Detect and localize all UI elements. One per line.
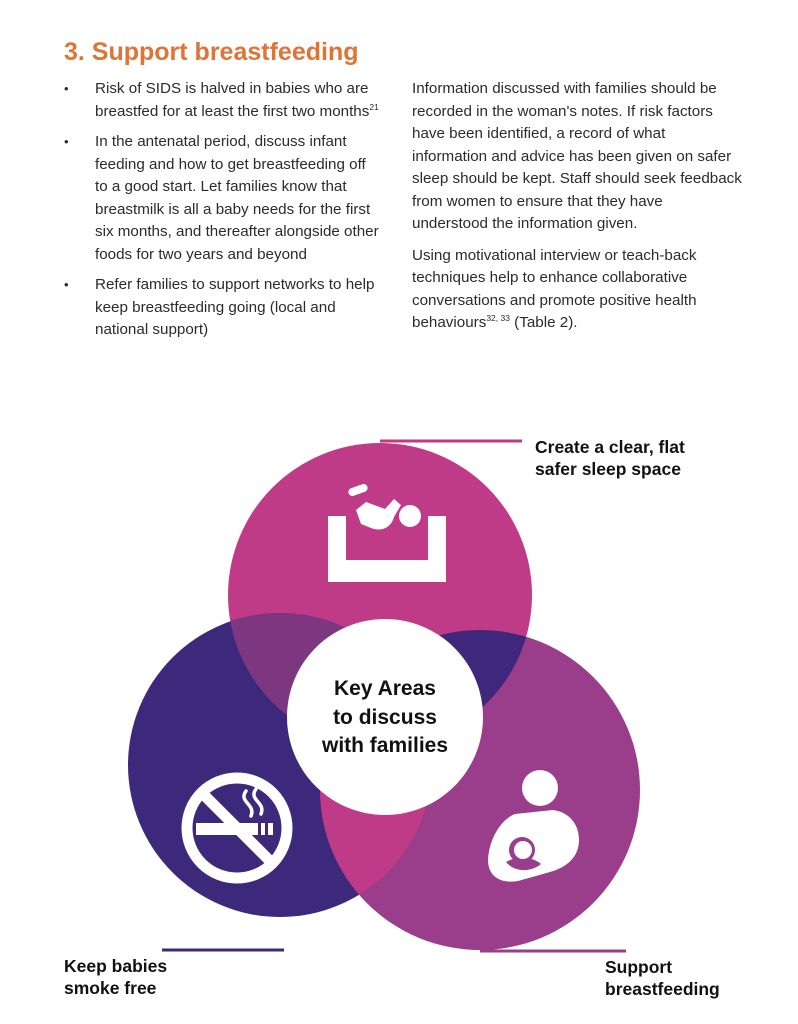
section-heading: 3. Support breastfeeding bbox=[64, 38, 359, 66]
label-line: Create a clear, flat bbox=[535, 437, 685, 457]
left-column bbox=[64, 78, 379, 350]
citation: 32, 33 bbox=[486, 312, 510, 323]
bullet-text: In the antenatal period, discuss infant feeding and how to get breastfeeding off to a good start. Let families know that breastmilk is all a baby needs for the first six months, and thereafter alongside other foods for two years and beyond bbox=[95, 133, 379, 263]
label-line: smoke free bbox=[64, 978, 157, 998]
paragraph bbox=[412, 245, 742, 335]
center-line: with families bbox=[321, 734, 449, 757]
bullet-text: Refer families to support networks to help keep breastfeeding going (local and national support) bbox=[95, 276, 375, 338]
key-areas-diagram bbox=[0, 410, 798, 1024]
bullet-list bbox=[64, 78, 379, 342]
label-line: Support bbox=[605, 957, 673, 977]
label-smoke-free bbox=[64, 955, 264, 999]
paragraph: Information discussed with families should be recorded in the woman's notes. If risk factors have been identified, a record of what information and advice has been given on safer sleep should be kept. Staff should seek feedback from women to ensure that they have understood the information given. bbox=[412, 80, 742, 232]
label-sleep-space bbox=[535, 436, 775, 480]
label-line: safer sleep space bbox=[535, 459, 681, 479]
bullet-item bbox=[64, 78, 379, 123]
label-breastfeeding bbox=[605, 956, 765, 1000]
center-line: to discuss bbox=[333, 705, 437, 729]
diagram-center-label bbox=[285, 675, 485, 761]
paragraph-text: Using motivational interview or teach-back techniques help to enhance collaborative conversations and promote positive health behaviours bbox=[412, 246, 697, 331]
bullet-text: Risk of SIDS is halved in babies who are breastfed for at least the first two months bbox=[95, 80, 370, 120]
citation: 21 bbox=[369, 101, 379, 112]
label-line: breastfeeding bbox=[605, 979, 720, 999]
center-line: Key Areas bbox=[334, 677, 436, 700]
bullet-item bbox=[64, 131, 379, 266]
right-column bbox=[412, 78, 742, 344]
label-line: Keep babies bbox=[64, 956, 168, 976]
bullet-item bbox=[64, 274, 379, 342]
paragraph-text: (Table 2). bbox=[509, 314, 578, 331]
